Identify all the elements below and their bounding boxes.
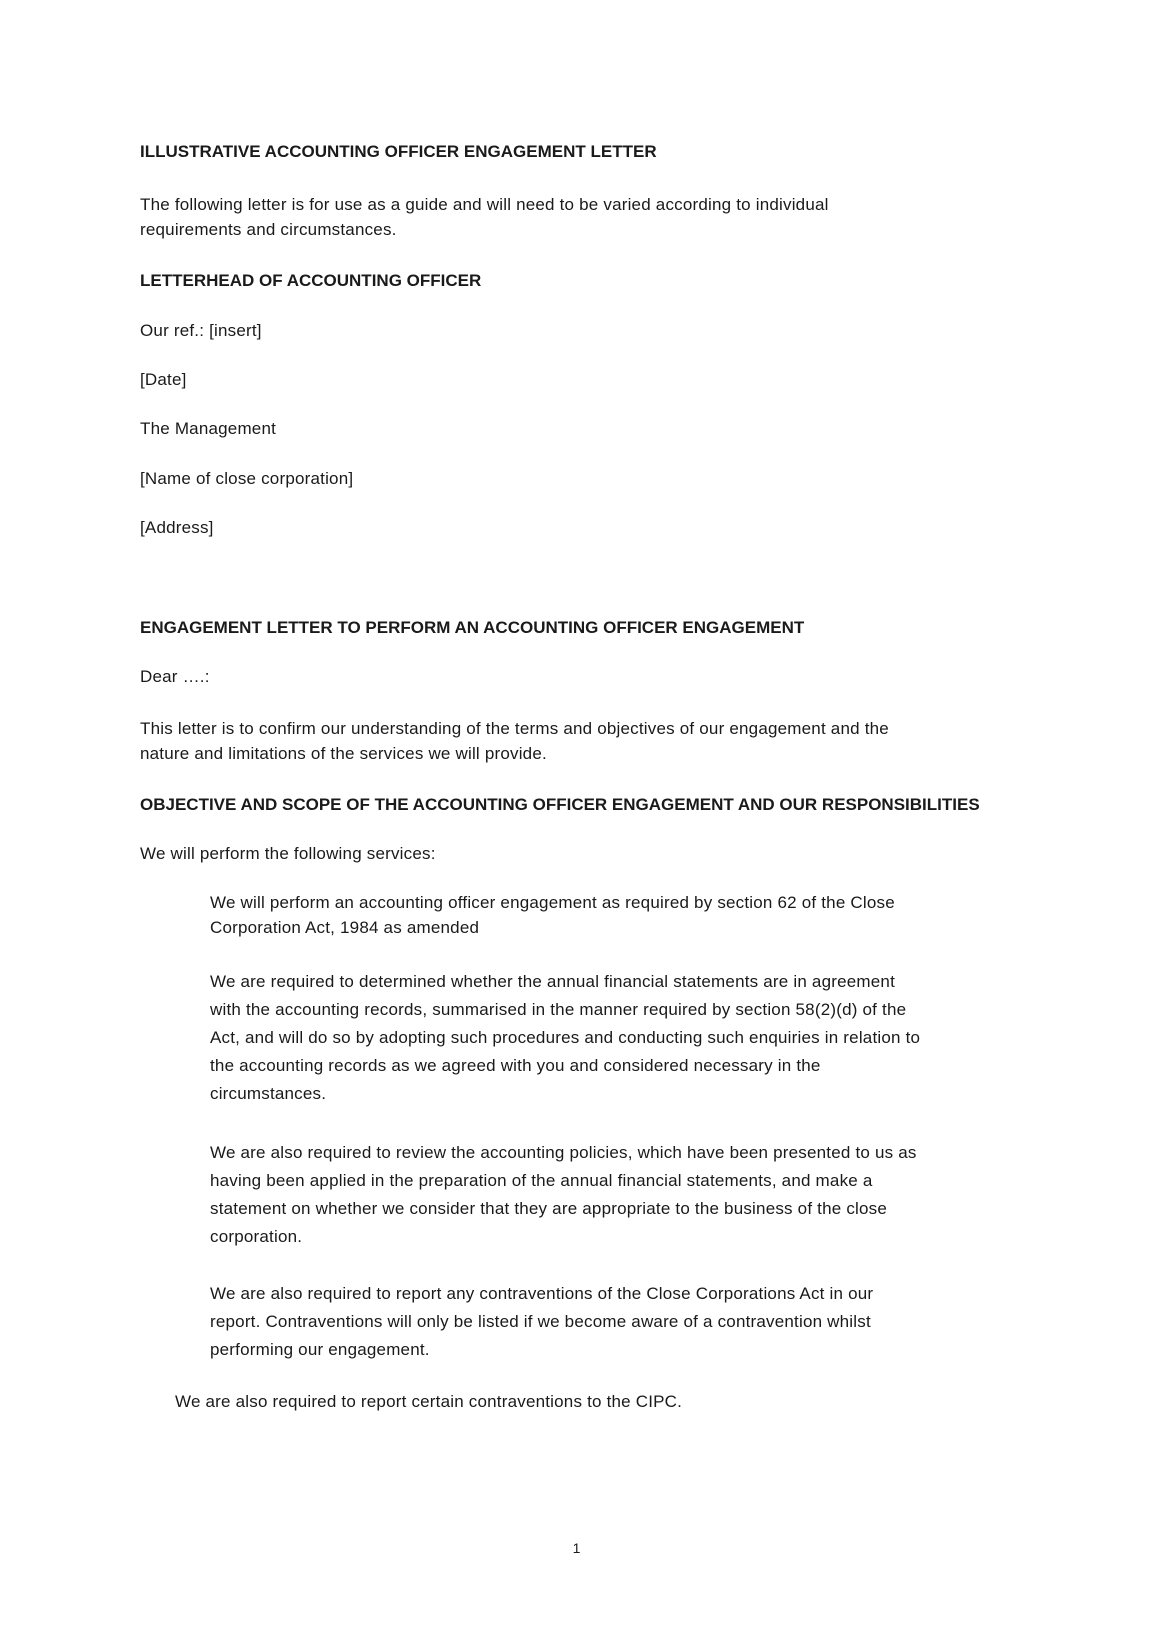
confirm-line: nature and limitations of the services we will provide. [140, 744, 547, 763]
document-title: ILLUSTRATIVE ACCOUNTING OFFICER ENGAGEMENT LETTER [140, 142, 657, 161]
intro-paragraph [140, 192, 829, 242]
service-item-4 [210, 1280, 873, 1364]
date-placeholder: [Date] [140, 370, 187, 389]
service-line: circumstances. [210, 1084, 327, 1103]
service-line: We are also required to review the accounting policies, which have been presented to us as [210, 1143, 917, 1162]
service-line: statement on whether we consider that they are appropriate to the business of the close [210, 1199, 888, 1218]
intro-line: requirements and circumstances. [140, 220, 397, 239]
confirm-paragraph [140, 716, 889, 766]
close-corporation-name: [Name of close corporation] [140, 469, 354, 488]
intro-line: The following letter is for use as a guide and will need to be varied according to individual [140, 195, 829, 214]
our-ref: Our ref.: [insert] [140, 321, 262, 340]
confirm-line: This letter is to confirm our understanding of the terms and objectives of our engagement and the [140, 719, 889, 738]
recipient-management: The Management [140, 419, 277, 438]
service-line: We are also required to report any contraventions of the Close Corporations Act in our [210, 1284, 874, 1303]
service-line: performing our engagement. [210, 1340, 430, 1359]
cipc-statement: We are also required to report certain contraventions to the CIPC. [175, 1392, 683, 1411]
service-item-3 [210, 1139, 917, 1251]
service-item-2 [210, 968, 920, 1108]
services-intro: We will perform the following services: [140, 844, 436, 863]
letterhead-heading: LETTERHEAD OF ACCOUNTING OFFICER [140, 271, 482, 290]
service-line: the accounting records as we agreed with you and considered necessary in the [210, 1056, 821, 1075]
address-placeholder: [Address] [140, 518, 214, 537]
page-number: 1 [572, 1540, 581, 1556]
service-item-1 [210, 890, 895, 940]
engagement-heading: ENGAGEMENT LETTER TO PERFORM AN ACCOUNTING OFFICER ENGAGEMENT [140, 618, 805, 637]
service-line: with the accounting records, summarised in the manner required by section 58(2)(d) of the [210, 1000, 907, 1019]
service-line: Corporation Act, 1984 as amended [210, 918, 480, 937]
service-line: having been applied in the preparation of the annual financial statements, and make a [210, 1171, 873, 1190]
objective-heading: OBJECTIVE AND SCOPE OF THE ACCOUNTING OFFICER ENGAGEMENT AND OUR RESPONSIBILITIES [140, 795, 980, 814]
service-line: report. Contraventions will only be listed if we become aware of a contravention whilst [210, 1312, 871, 1331]
service-line: corporation. [210, 1227, 303, 1246]
service-line: Act, and will do so by adopting such procedures and conducting such enquiries in relation to [210, 1028, 921, 1047]
service-line: We are required to determined whether the annual financial statements are in agreement [210, 972, 895, 991]
service-line: We will perform an accounting officer engagement as required by section 62 of the Close [210, 893, 895, 912]
salutation: Dear ….: [140, 667, 210, 686]
